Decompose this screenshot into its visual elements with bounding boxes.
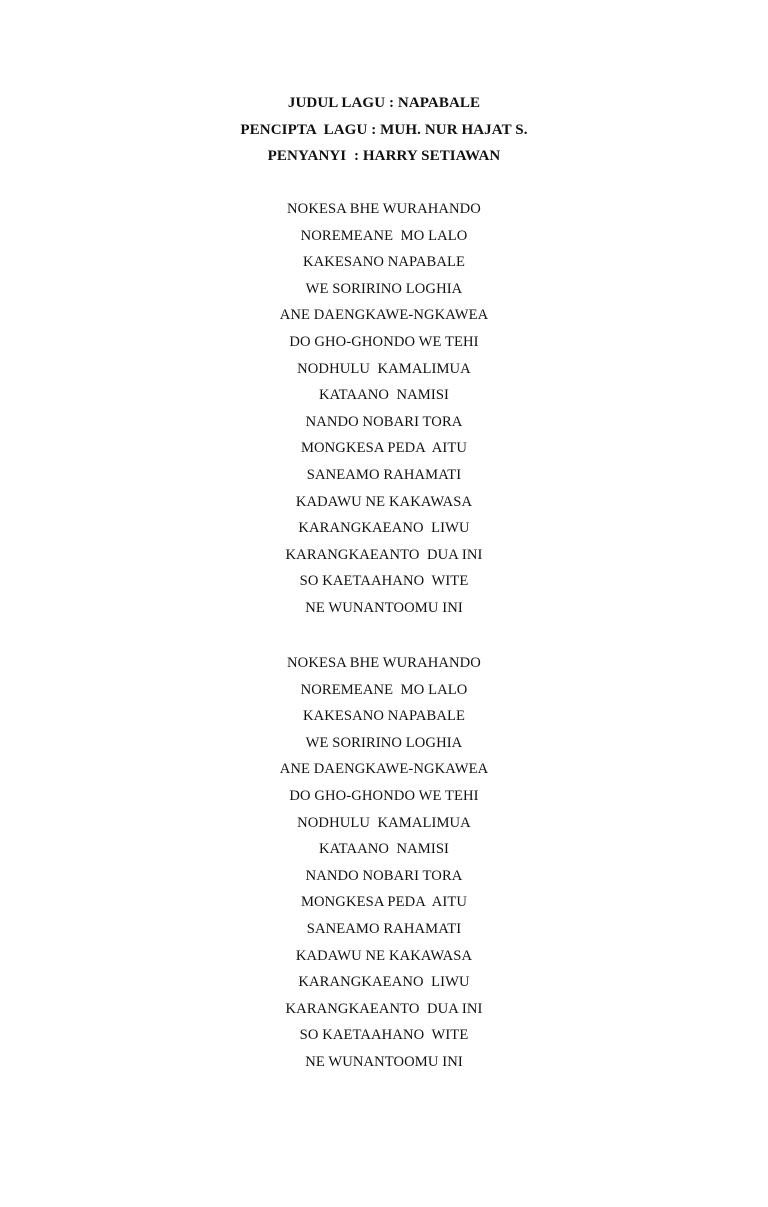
lyric-line: DO GHO-GHONDO WE TEHI <box>289 787 479 804</box>
song-header <box>0 90 768 170</box>
lyric-line: NANDO NOBARI TORA <box>305 867 463 884</box>
lyric-line: WE SORIRINO LOGHIA <box>305 734 463 751</box>
lyric-line: KAKESANO NAPABALE <box>302 254 466 271</box>
lyric-line: MONGKESA PEDA AITU <box>300 440 468 457</box>
lyric-line: KAKESANO NAPABALE <box>302 708 466 725</box>
lyric-line: SO KAETAAHANO WITE <box>299 573 469 590</box>
song-singer: PENYANYI : HARRY SETIAWAN <box>267 148 501 164</box>
lyric-line: NE WUNANTOOMU INI <box>305 1053 463 1070</box>
lyrics-verse-1 <box>0 196 768 622</box>
lyric-line: KADAWU NE KAKAWASA <box>295 493 473 510</box>
lyric-line: KARANGKAEANTO DUA INI <box>285 1000 483 1017</box>
lyric-line: NODHULU KAMALIMUA <box>297 814 471 831</box>
lyric-line: NE WUNANTOOMU INI <box>305 599 463 616</box>
lyric-line: KARANGKAEANO LIWU <box>298 520 470 537</box>
lyric-line: WE SORIRINO LOGHIA <box>305 280 463 297</box>
lyric-line: DO GHO-GHONDO WE TEHI <box>289 333 479 350</box>
lyric-line: NOREMEANE MO LALO <box>300 681 468 698</box>
lyric-line: NOKESA BHE WURAHANDO <box>287 655 481 671</box>
lyric-line: SANEAMO RAHAMATI <box>306 920 462 937</box>
lyric-line: NANDO NOBARI TORA <box>305 413 463 430</box>
lyric-line: SANEAMO RAHAMATI <box>306 466 462 483</box>
lyric-line: NOKESA BHE WURAHANDO <box>287 201 481 217</box>
lyric-line: ANE DAENGKAWE-NGKAWEA <box>279 307 489 324</box>
lyric-line: ANE DAENGKAWE-NGKAWEA <box>279 761 489 778</box>
lyric-line: KATAANO NAMISI <box>318 841 450 858</box>
lyric-line: KADAWU NE KAKAWASA <box>295 947 473 964</box>
lyric-line: SO KAETAAHANO WITE <box>299 1027 469 1044</box>
song-title: JUDUL LAGU : NAPABALE <box>287 95 481 111</box>
lyrics-verse-2 <box>0 650 768 1076</box>
lyric-line: MONGKESA PEDA AITU <box>300 894 468 911</box>
lyric-line: KARANGKAEANO LIWU <box>298 974 470 991</box>
lyric-line: KATAANO NAMISI <box>318 387 450 404</box>
lyric-line: KARANGKAEANTO DUA INI <box>285 546 483 563</box>
song-composer: PENCIPTA LAGU : MUH. NUR HAJAT S. <box>240 121 528 138</box>
lyric-line: NOREMEANE MO LALO <box>300 227 468 244</box>
lyric-line: NODHULU KAMALIMUA <box>297 360 471 377</box>
